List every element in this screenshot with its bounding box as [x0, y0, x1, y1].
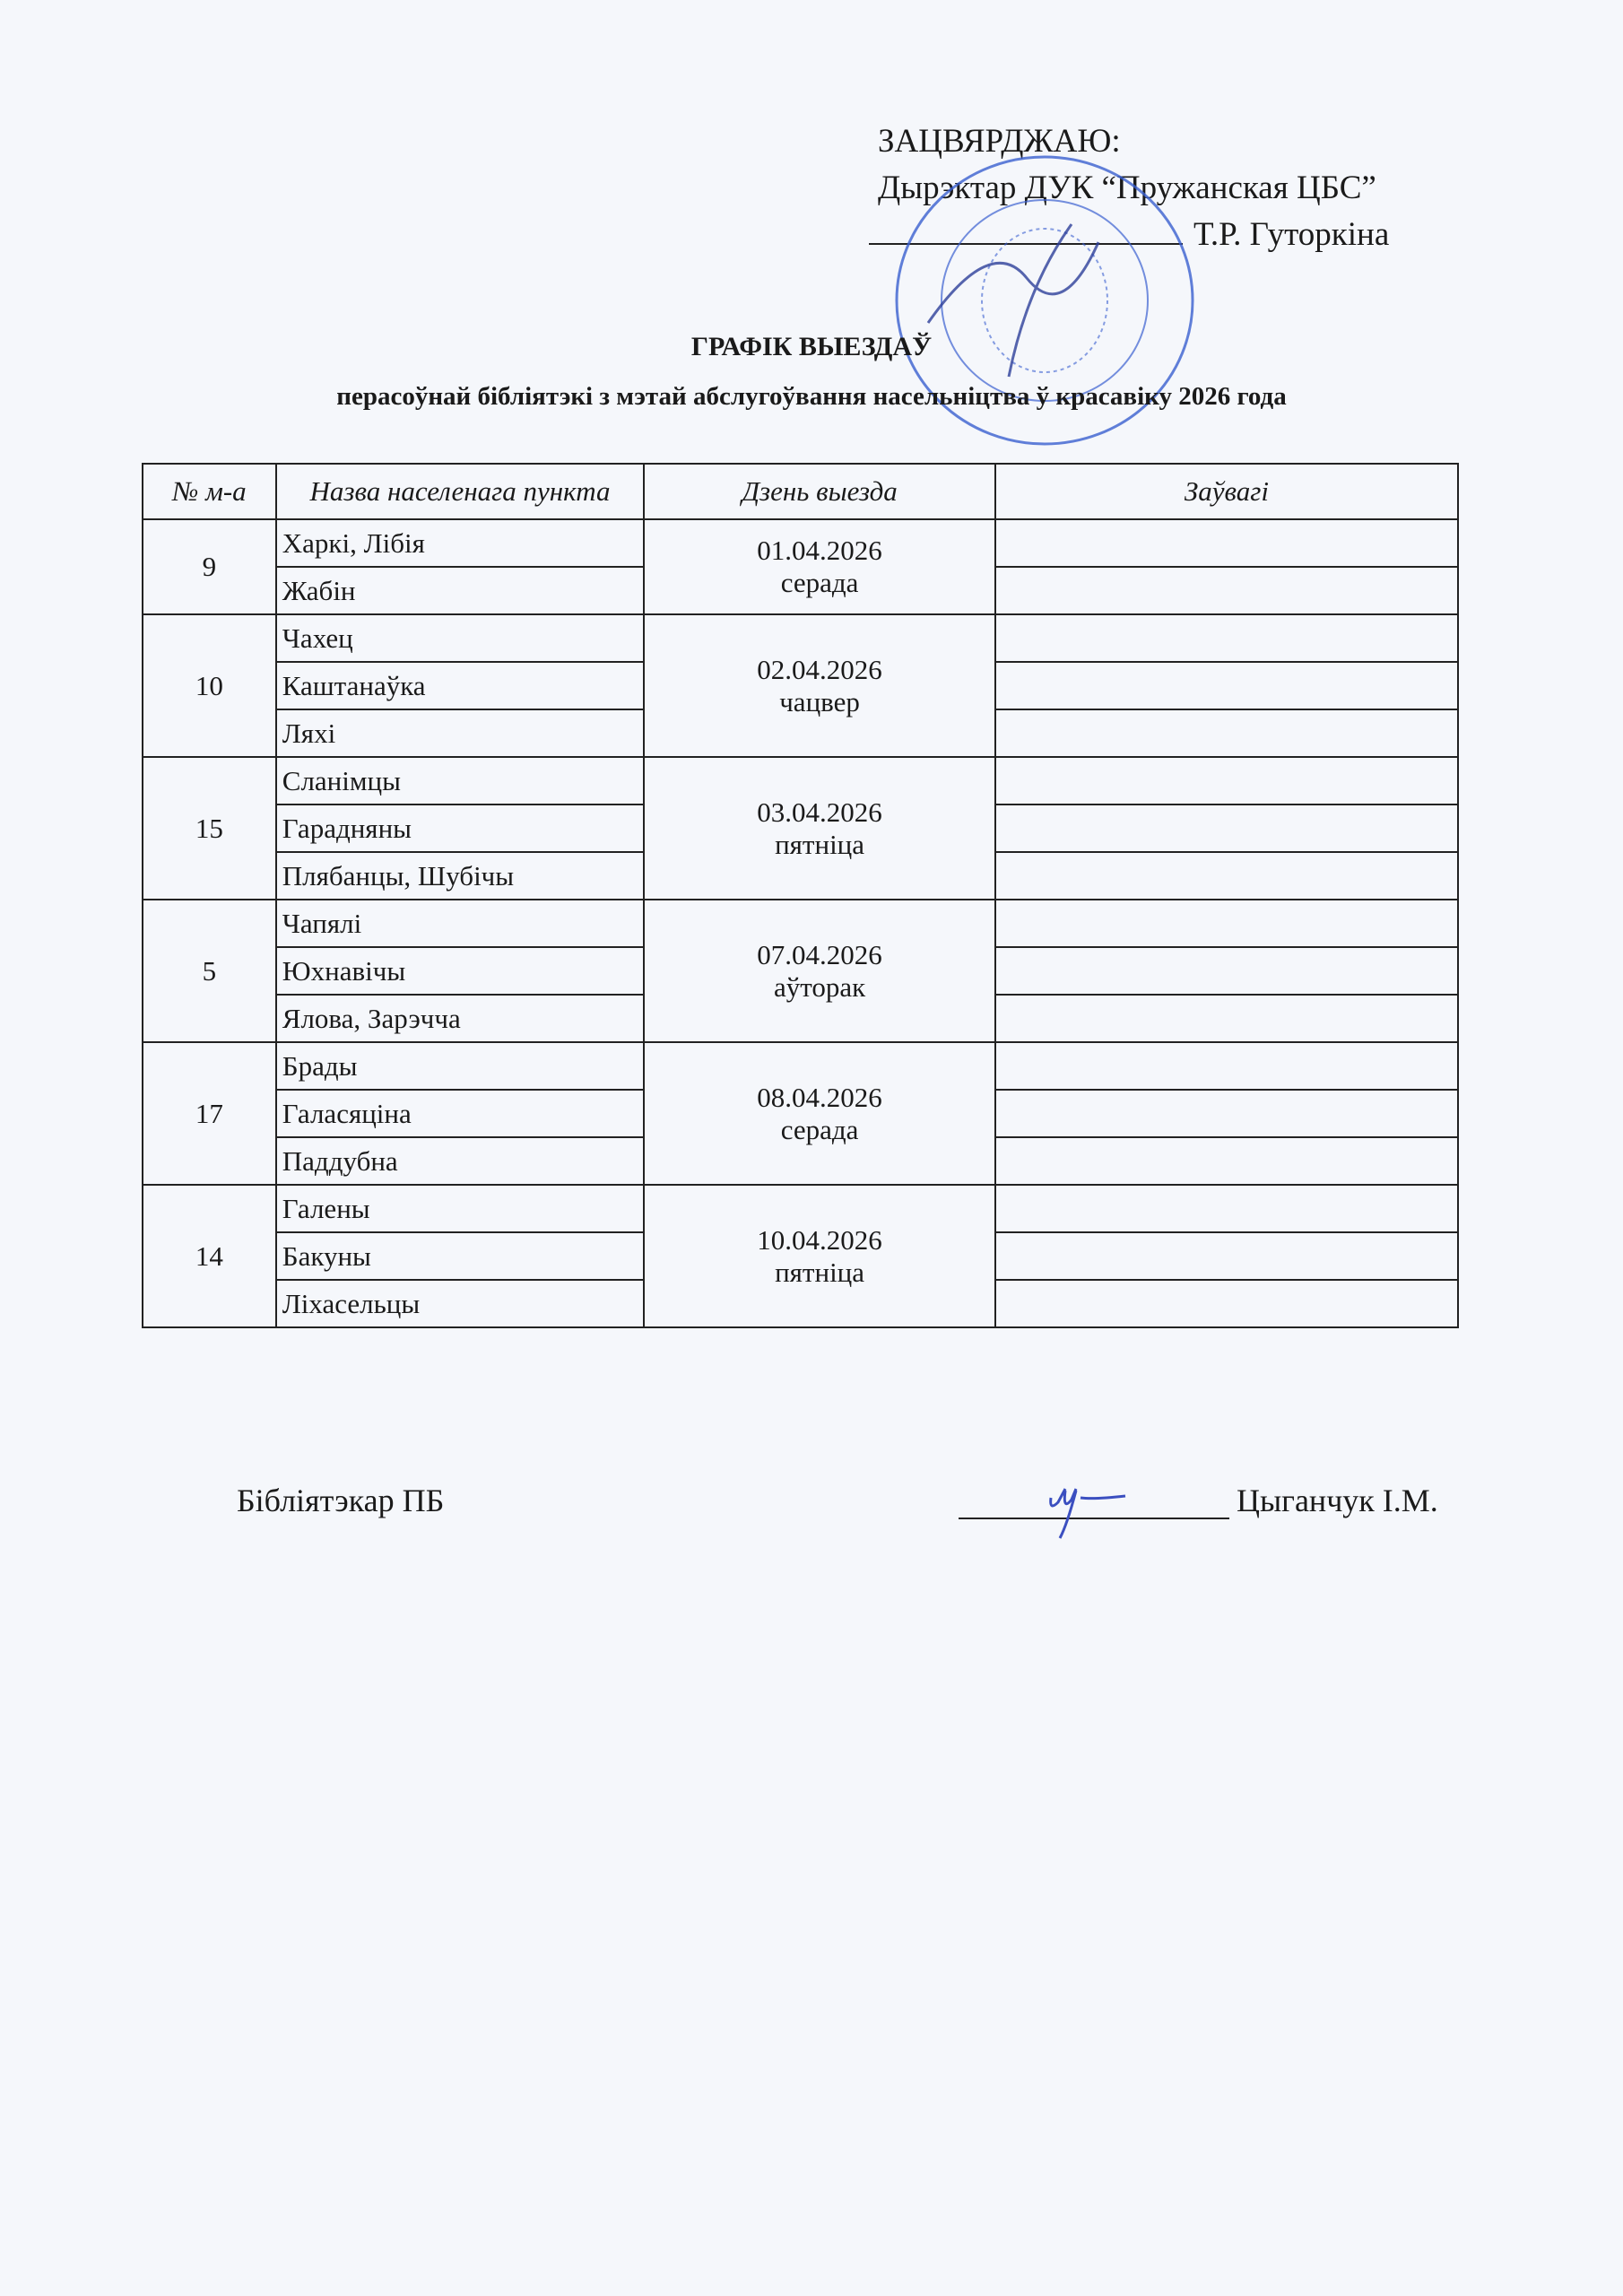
departure-date: 08.04.2026	[757, 1081, 882, 1113]
notes-cell	[995, 519, 1458, 567]
place-name: Юхнавічы	[276, 947, 645, 995]
approval-position: Дырэктар ДУК “Пружанская ЦБС”	[878, 170, 1376, 206]
footer-position: Бібліятэкар ПБ	[237, 1483, 445, 1518]
place-name: Ліхасельцы	[276, 1280, 645, 1327]
notes-cell	[995, 804, 1458, 852]
departure-day	[644, 1042, 995, 1185]
notes-cell	[995, 1280, 1458, 1327]
approval-name: Т.Р. Гуторкіна	[1193, 216, 1390, 253]
table-row	[143, 900, 1458, 947]
header-place: Назва населенага пункта	[276, 464, 645, 519]
notes-cell	[995, 852, 1458, 900]
notes-cell	[995, 567, 1458, 614]
table-header-row	[143, 464, 1458, 519]
place-name: Паддубна	[276, 1137, 645, 1185]
header-date: Дзень выезда	[644, 464, 995, 519]
header-notes: Заўвагі	[995, 464, 1458, 519]
departure-date: 02.04.2026	[757, 653, 882, 685]
document-title: ГРАФІК ВЫЕЗДАЎ	[690, 332, 933, 361]
departure-weekday: серада	[780, 1113, 859, 1145]
notes-cell	[995, 1090, 1458, 1137]
place-name: Плябанцы, Шубічы	[276, 852, 645, 900]
place-name: Ляхі	[276, 709, 645, 757]
notes-cell	[995, 757, 1458, 804]
table-row	[143, 614, 1458, 662]
footer-name: Цыганчук І.М.	[1237, 1483, 1438, 1518]
table-row	[143, 1042, 1458, 1090]
table-row	[143, 1185, 1458, 1232]
departure-day	[644, 757, 995, 900]
route-number: 14	[143, 1185, 276, 1327]
departure-weekday: серада	[780, 567, 859, 598]
notes-cell	[995, 614, 1458, 662]
place-name: Каштанаўка	[276, 662, 645, 709]
place-name: Ялова, Зарэчча	[276, 995, 645, 1042]
place-name: Харкі, Лібія	[276, 519, 645, 567]
handwritten-signature	[1040, 1471, 1139, 1543]
approval-heading: ЗАЦВЯРДЖАЮ:	[878, 123, 1121, 160]
departure-day	[644, 1185, 995, 1327]
route-number: 5	[143, 900, 276, 1042]
notes-cell	[995, 1232, 1458, 1280]
notes-cell	[995, 1137, 1458, 1185]
route-number: 10	[143, 614, 276, 757]
route-number: 9	[143, 519, 276, 614]
notes-cell	[995, 662, 1458, 709]
place-name: Брады	[276, 1042, 645, 1090]
departure-weekday: пятніца	[775, 1256, 865, 1288]
document-subtitle: перасоўнай бібліятэкі з мэтай абслугоўвання насельніцтва ў красавіку 2026 года	[336, 382, 1287, 411]
place-name: Галасяціна	[276, 1090, 645, 1137]
place-name: Чапялі	[276, 900, 645, 947]
place-name: Жабін	[276, 567, 645, 614]
place-name: Бакуны	[276, 1232, 645, 1280]
departure-date: 01.04.2026	[757, 535, 882, 566]
departure-day	[644, 519, 995, 614]
route-number: 17	[143, 1042, 276, 1185]
departure-weekday: пятніца	[775, 828, 865, 860]
notes-cell	[995, 1042, 1458, 1090]
route-number: 15	[143, 757, 276, 900]
notes-cell	[995, 1185, 1458, 1232]
notes-cell	[995, 900, 1458, 947]
place-name: Чахец	[276, 614, 645, 662]
departure-day	[644, 900, 995, 1042]
departure-weekday: аўторак	[773, 970, 866, 1003]
departure-day	[644, 614, 995, 757]
place-name: Галены	[276, 1185, 645, 1232]
notes-cell	[995, 995, 1458, 1042]
table-row	[143, 519, 1458, 567]
header-route: № м-а	[143, 464, 276, 519]
table-row	[143, 757, 1458, 804]
notes-cell	[995, 709, 1458, 757]
departure-date: 10.04.2026	[757, 1223, 882, 1256]
place-name: Сланімцы	[276, 757, 645, 804]
notes-cell	[995, 947, 1458, 995]
place-name: Гарадняны	[276, 804, 645, 852]
departure-date: 07.04.2026	[757, 938, 882, 970]
departure-date: 03.04.2026	[757, 796, 882, 828]
schedule-table	[142, 463, 1459, 1328]
departure-weekday: чацвер	[779, 685, 860, 718]
